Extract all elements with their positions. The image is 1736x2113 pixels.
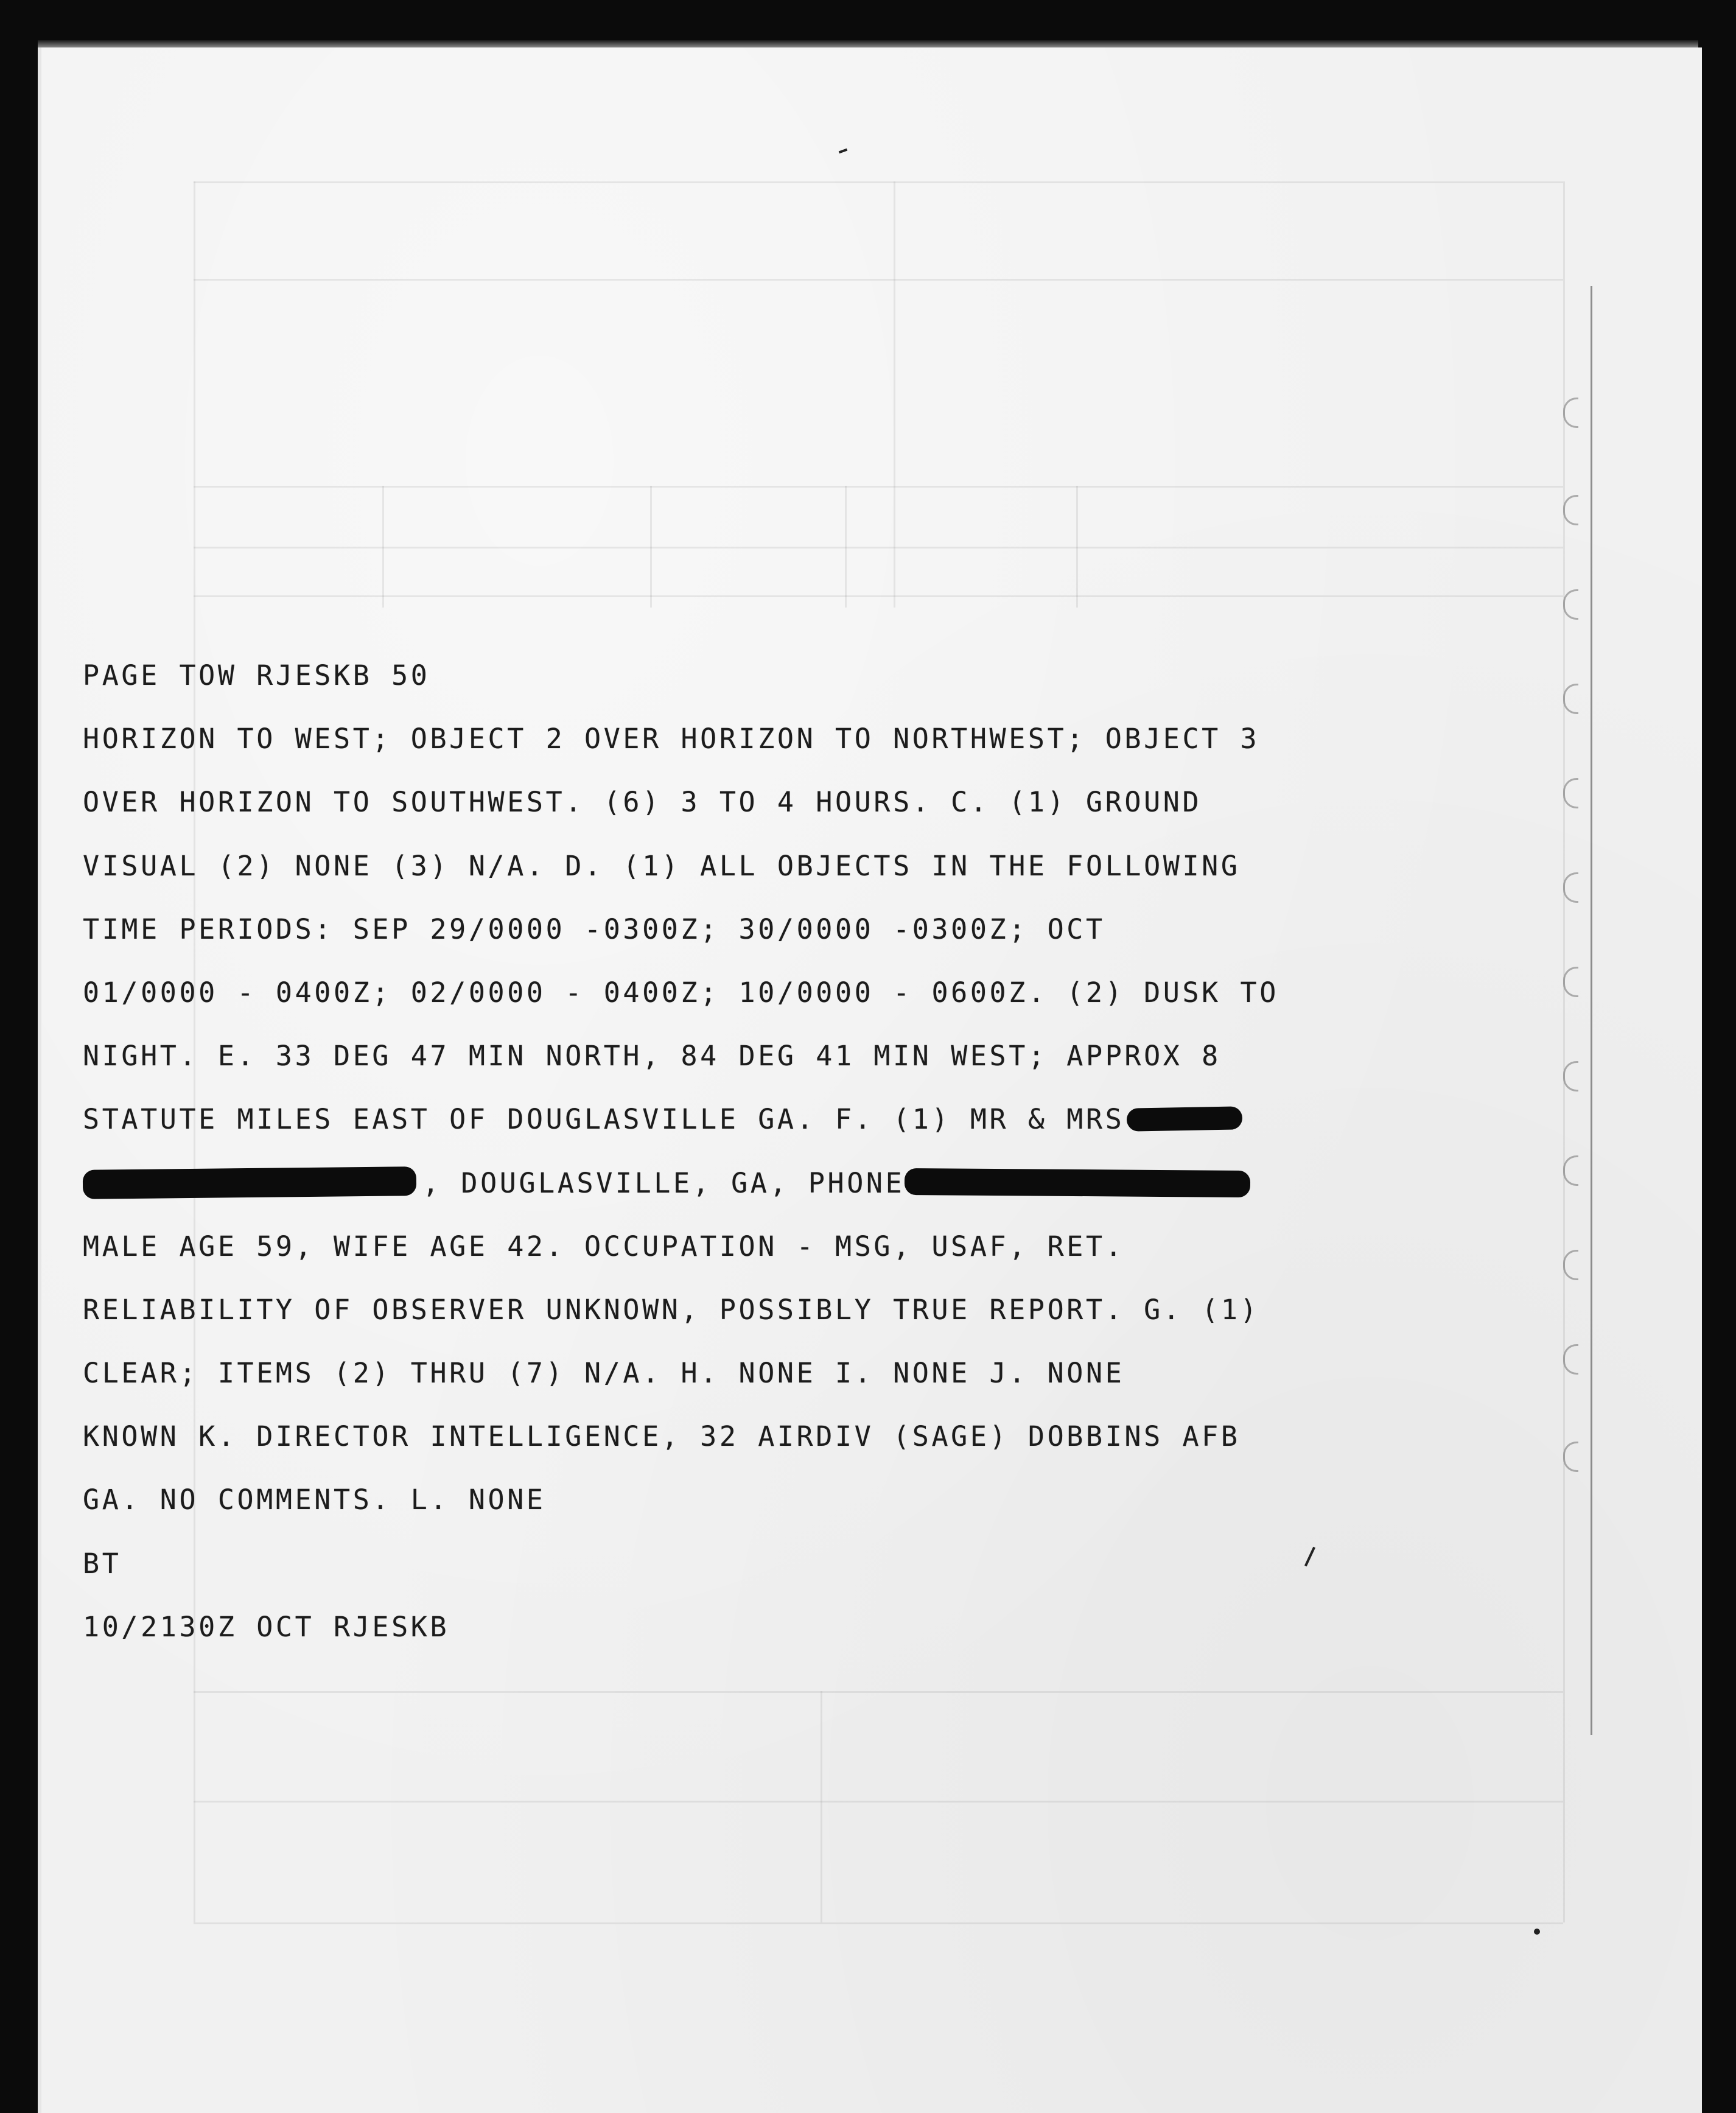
ghost-form-line — [194, 181, 1563, 183]
ghost-form-line — [821, 1691, 822, 1922]
punch-hole — [1563, 1344, 1578, 1375]
message-line-6: 01/0000 - 0400Z; 02/0000 - 0400Z; 10/0000 - 0600Z. (2) DUSK TO — [83, 976, 1279, 1009]
message-line-12: CLEAR; ITEMS (2) THRU (7) N/A. H. NONE I. NONE J. NONE — [83, 1357, 1125, 1390]
message-line-1: PAGE TOW RJESKB 50 — [83, 659, 430, 692]
ghost-form-line — [194, 279, 1563, 281]
message-line-8 — [83, 1088, 1279, 1151]
punch-hole — [1563, 495, 1578, 525]
ghost-form-line — [382, 486, 384, 608]
redaction-bar — [1127, 1107, 1243, 1132]
punch-hole — [1563, 1442, 1578, 1472]
ghost-form-line — [650, 486, 652, 608]
redaction-bar — [83, 1166, 416, 1199]
message-line-16: 10/2130Z OCT RJESKB — [83, 1610, 450, 1643]
punch-hole — [1563, 589, 1578, 620]
ghost-form-line — [194, 1691, 1563, 1693]
punch-hole — [1563, 684, 1578, 714]
message-line-4: VISUAL (2) NONE (3) N/A. D. (1) ALL OBJECTS IN THE FOLLOWING — [83, 849, 1241, 882]
punch-hole — [1563, 872, 1578, 903]
message-line-10: MALE AGE 59, WIFE AGE 42. OCCUPATION - MSG, USAF, RET. — [83, 1230, 1125, 1263]
teletype-message — [83, 644, 1279, 1659]
punch-hole — [1563, 1061, 1578, 1092]
ghost-form-line — [194, 1922, 1563, 1924]
punch-hole — [1563, 778, 1578, 808]
message-line-5: TIME PERIODS: SEP 29/0000 -0300Z; 30/0000 -0300Z; OCT — [83, 913, 1105, 945]
punch-hole — [1563, 967, 1578, 997]
message-line-15: BT — [83, 1547, 122, 1580]
message-line-13: KNOWN K. DIRECTOR INTELLIGENCE, 32 AIRDIV (SAGE) DOBBINS AFB — [83, 1420, 1241, 1453]
message-line-11: RELIABILITY OF OBSERVER UNKNOWN, POSSIBLY TRUE REPORT. G. (1) — [83, 1293, 1260, 1326]
ghost-form-line — [845, 486, 847, 608]
punch-hole — [1563, 398, 1578, 428]
perforation-line — [1591, 286, 1592, 1735]
ghost-form-line — [194, 1801, 1563, 1803]
observer-text: STATUTE MILES EAST OF DOUGLASVILLE GA. F. (1) MR & MRS — [83, 1103, 1125, 1136]
ghost-form-line — [1076, 486, 1078, 608]
ghost-form-line — [194, 547, 1563, 548]
stray-mark — [1534, 1929, 1540, 1935]
redaction-bar — [905, 1168, 1250, 1197]
ghost-form-line — [1563, 181, 1565, 1922]
message-line-7: NIGHT. E. 33 DEG 47 MIN NORTH, 84 DEG 41 MIN WEST; APPROX 8 — [83, 1040, 1221, 1073]
punch-hole — [1563, 1155, 1578, 1186]
message-line-2: HORIZON TO WEST; OBJECT 2 OVER HORIZON TO NORTHWEST; OBJECT 3 — [83, 723, 1260, 755]
address-text: , DOUGLASVILLE, GA, PHONE — [422, 1166, 905, 1199]
message-line-9 — [83, 1152, 1279, 1215]
ghost-form-line — [894, 181, 895, 608]
punch-hole — [1563, 1250, 1578, 1280]
ghost-form-line — [194, 486, 1563, 488]
ghost-form-line — [194, 595, 1563, 597]
message-line-14: GA. NO COMMENTS. L. NONE — [83, 1484, 546, 1516]
message-line-3: OVER HORIZON TO SOUTHWEST. (6) 3 TO 4 HOURS. C. (1) GROUND — [83, 786, 1202, 819]
